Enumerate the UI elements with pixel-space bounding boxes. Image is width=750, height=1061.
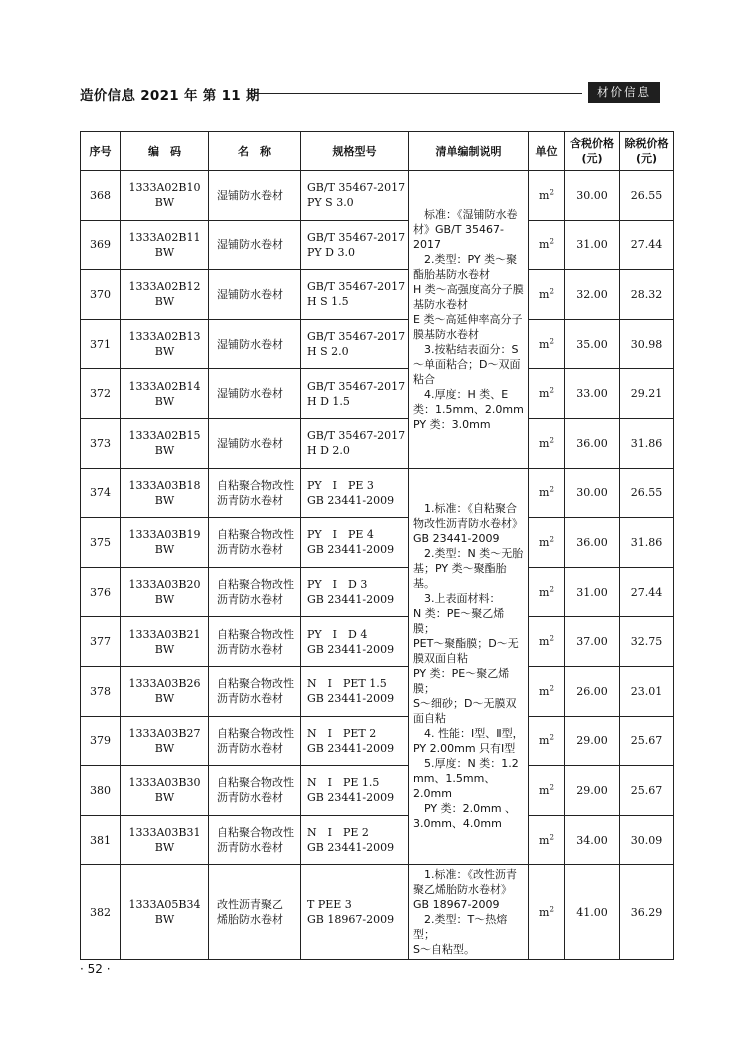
unit-exponent: 2 xyxy=(549,584,554,593)
item-name: 湿铺防水卷材 xyxy=(209,171,301,221)
item-description: 1.标准：《改性沥青聚乙烯胎防水卷材》 GB 18967-2009 2.类型：T～热熔型； S～自粘型。 xyxy=(409,865,529,960)
item-code: 1333A02B13 BW xyxy=(121,319,209,369)
item-name: 湿铺防水卷材 xyxy=(209,270,301,320)
item-name: 自粘聚合物改性 沥青防水卷材 xyxy=(209,716,301,766)
item-unit xyxy=(529,171,565,221)
unit-text: m xyxy=(539,635,550,649)
unit-exponent: 2 xyxy=(549,905,554,914)
row-number: 371 xyxy=(81,319,121,369)
table-row xyxy=(81,319,674,369)
item-unit xyxy=(529,270,565,320)
item-code: 1333A02B10 BW xyxy=(121,171,209,221)
item-code: 1333A02B14 BW xyxy=(121,369,209,419)
table-row xyxy=(81,617,674,667)
item-name: 自粘聚合物改性 沥青防水卷材 xyxy=(209,567,301,617)
price-table xyxy=(80,131,674,960)
row-number: 379 xyxy=(81,716,121,766)
tax-price: 29.00 xyxy=(565,716,620,766)
item-name: 自粘聚合物改性 沥青防水卷材 xyxy=(209,815,301,865)
tax-price: 30.00 xyxy=(565,468,620,518)
item-spec: N I PE 1.5 GB 23441-2009 xyxy=(301,766,409,816)
unit-text: m xyxy=(539,783,550,797)
item-spec: PY I PE 3 GB 23441-2009 xyxy=(301,468,409,518)
item-code: 1333A05B34 BW xyxy=(121,865,209,960)
item-spec: GB/T 35467-2017 H D 1.5 xyxy=(301,369,409,419)
notax-price: 26.55 xyxy=(620,468,674,518)
page-header xyxy=(80,82,660,104)
tax-price: 41.00 xyxy=(565,865,620,960)
row-number: 382 xyxy=(81,865,121,960)
notax-price: 29.21 xyxy=(620,369,674,419)
unit-exponent: 2 xyxy=(549,336,554,345)
unit-text: m xyxy=(539,436,550,450)
unit-text: m xyxy=(539,734,550,748)
item-spec: GB/T 35467-2017 PY S 3.0 xyxy=(301,171,409,221)
unit-text: m xyxy=(539,486,550,500)
notax-price: 31.86 xyxy=(620,518,674,568)
item-name: 自粘聚合物改性 沥青防水卷材 xyxy=(209,518,301,568)
table-row xyxy=(81,815,674,865)
notax-price: 30.09 xyxy=(620,815,674,865)
item-code: 1333A03B26 BW xyxy=(121,666,209,716)
unit-exponent: 2 xyxy=(549,287,554,296)
tax-price: 31.00 xyxy=(565,220,620,270)
table-row xyxy=(81,766,674,816)
item-name: 自粘聚合物改性 沥青防水卷材 xyxy=(209,468,301,518)
table-row xyxy=(81,418,674,468)
item-code: 1333A03B20 BW xyxy=(121,567,209,617)
header-tax-price: 含税价格(元) xyxy=(565,132,620,171)
unit-text: m xyxy=(539,188,550,202)
header-unit: 单位 xyxy=(529,132,565,171)
header-desc: 清单编制说明 xyxy=(409,132,529,171)
row-number: 374 xyxy=(81,468,121,518)
item-unit xyxy=(529,567,565,617)
notax-price: 26.55 xyxy=(620,171,674,221)
notax-price: 30.98 xyxy=(620,319,674,369)
tax-price: 26.00 xyxy=(565,666,620,716)
item-unit xyxy=(529,220,565,270)
tax-price: 32.00 xyxy=(565,270,620,320)
item-code: 1333A03B21 BW xyxy=(121,617,209,667)
item-unit xyxy=(529,865,565,960)
item-spec: N I PET 1.5 GB 23441-2009 xyxy=(301,666,409,716)
item-code: 1333A03B31 BW xyxy=(121,815,209,865)
item-code: 1333A03B18 BW xyxy=(121,468,209,518)
item-unit xyxy=(529,766,565,816)
table-row xyxy=(81,468,674,518)
tax-price: 31.00 xyxy=(565,567,620,617)
item-description: 1.标准：《自粘聚合物改性沥青防水卷材》 GB 23441-2009 2.类型：N 类～无胎基；PY 类～聚酯胎基。 3.上表面材料： N 类：PE～聚乙烯膜； PET～聚酯膜；D～无膜双面自粘 PY 类：PE～聚乙烯膜； S～细砂；D～无膜双面自粘 4. 性能：Ⅰ型、Ⅱ型， PY 2.00mm 只有Ⅰ型 5.厚度：N 类：1.2 mm、1.5mm、2.0mm PY 类：2.0mm 、 3.0mm、4.0mm xyxy=(409,468,529,865)
item-spec: N I PET 2 GB 23441-2009 xyxy=(301,716,409,766)
item-unit xyxy=(529,666,565,716)
notax-price: 27.44 xyxy=(620,567,674,617)
table-row xyxy=(81,716,674,766)
notax-price: 25.67 xyxy=(620,766,674,816)
notax-price: 25.67 xyxy=(620,716,674,766)
item-name: 自粘聚合物改性 沥青防水卷材 xyxy=(209,666,301,716)
unit-exponent: 2 xyxy=(549,832,554,841)
unit-exponent: 2 xyxy=(549,386,554,395)
unit-text: m xyxy=(539,585,550,599)
item-unit xyxy=(529,418,565,468)
item-spec: PY I D 4 GB 23441-2009 xyxy=(301,617,409,667)
table-header-row xyxy=(81,132,674,171)
row-number: 378 xyxy=(81,666,121,716)
item-spec: T PEE 3 GB 18967-2009 xyxy=(301,865,409,960)
header-name: 名 称 xyxy=(209,132,301,171)
table-row xyxy=(81,369,674,419)
tax-price: 33.00 xyxy=(565,369,620,419)
item-name: 自粘聚合物改性 沥青防水卷材 xyxy=(209,617,301,667)
item-spec: N I PE 2 GB 23441-2009 xyxy=(301,815,409,865)
row-number: 369 xyxy=(81,220,121,270)
header-no: 序号 xyxy=(81,132,121,171)
table-row xyxy=(81,518,674,568)
table-row xyxy=(81,666,674,716)
row-number: 380 xyxy=(81,766,121,816)
item-unit xyxy=(529,369,565,419)
tax-price: 29.00 xyxy=(565,766,620,816)
table-row xyxy=(81,171,674,221)
row-number: 372 xyxy=(81,369,121,419)
table-row xyxy=(81,270,674,320)
item-spec: GB/T 35467-2017 H D 2.0 xyxy=(301,418,409,468)
header-notax-price: 除税价格(元) xyxy=(620,132,674,171)
tax-price: 37.00 xyxy=(565,617,620,667)
unit-exponent: 2 xyxy=(549,684,554,693)
item-unit xyxy=(529,468,565,518)
notax-price: 36.29 xyxy=(620,865,674,960)
item-unit xyxy=(529,319,565,369)
table-row xyxy=(81,220,674,270)
page-number: · 52 · xyxy=(80,962,111,976)
unit-text: m xyxy=(539,387,550,401)
unit-text: m xyxy=(539,337,550,351)
header-spec: 规格型号 xyxy=(301,132,409,171)
item-unit xyxy=(529,518,565,568)
row-number: 373 xyxy=(81,418,121,468)
unit-text: m xyxy=(539,535,550,549)
unit-text: m xyxy=(539,238,550,252)
table-row xyxy=(81,567,674,617)
item-name: 湿铺防水卷材 xyxy=(209,319,301,369)
item-code: 1333A03B30 BW xyxy=(121,766,209,816)
unit-exponent: 2 xyxy=(549,733,554,742)
item-unit xyxy=(529,617,565,667)
table-row xyxy=(81,865,674,960)
notax-price: 28.32 xyxy=(620,270,674,320)
item-name: 湿铺防水卷材 xyxy=(209,220,301,270)
header-rule xyxy=(248,93,582,94)
item-spec: PY I D 3 GB 23441-2009 xyxy=(301,567,409,617)
unit-exponent: 2 xyxy=(549,436,554,445)
tax-price: 35.00 xyxy=(565,319,620,369)
item-name: 湿铺防水卷材 xyxy=(209,418,301,468)
item-spec: GB/T 35467-2017 H S 1.5 xyxy=(301,270,409,320)
tax-price: 30.00 xyxy=(565,171,620,221)
item-spec: GB/T 35467-2017 PY D 3.0 xyxy=(301,220,409,270)
header-code: 编 码 xyxy=(121,132,209,171)
item-code: 1333A03B27 BW xyxy=(121,716,209,766)
row-number: 376 xyxy=(81,567,121,617)
row-number: 368 xyxy=(81,171,121,221)
tax-price: 36.00 xyxy=(565,518,620,568)
unit-exponent: 2 xyxy=(549,237,554,246)
item-unit xyxy=(529,716,565,766)
journal-title: 造价信息 2021 年 第 11 期 xyxy=(80,88,260,104)
unit-text: m xyxy=(539,684,550,698)
row-number: 377 xyxy=(81,617,121,667)
item-spec: GB/T 35467-2017 H S 2.0 xyxy=(301,319,409,369)
notax-price: 27.44 xyxy=(620,220,674,270)
unit-exponent: 2 xyxy=(549,535,554,544)
item-name: 改性沥青聚乙 烯胎防水卷材 xyxy=(209,865,301,960)
unit-text: m xyxy=(539,833,550,847)
row-number: 370 xyxy=(81,270,121,320)
item-unit xyxy=(529,815,565,865)
row-number: 381 xyxy=(81,815,121,865)
tax-price: 34.00 xyxy=(565,815,620,865)
unit-exponent: 2 xyxy=(549,485,554,494)
item-name: 湿铺防水卷材 xyxy=(209,369,301,419)
item-code: 1333A02B15 BW xyxy=(121,418,209,468)
unit-exponent: 2 xyxy=(549,188,554,197)
item-code: 1333A03B19 BW xyxy=(121,518,209,568)
notax-price: 31.86 xyxy=(620,418,674,468)
tax-price: 36.00 xyxy=(565,418,620,468)
unit-text: m xyxy=(539,905,550,919)
unit-exponent: 2 xyxy=(549,634,554,643)
unit-text: m xyxy=(539,287,550,301)
item-description: 标准：《湿铺防水卷材》GB/T 35467-2017 2.类型：PY 类～聚酯胎基防水卷材 H 类～高强度高分子膜基防水卷材 E 类～高延伸率高分子膜基防水卷材 3.按粘结表面分：S～单面粘合；D～双面粘合 4.厚度：H 类、E 类：1.5mm、2.0mm PY 类：3.0mm xyxy=(409,171,529,469)
item-code: 1333A02B12 BW xyxy=(121,270,209,320)
row-number: 375 xyxy=(81,518,121,568)
item-name: 自粘聚合物改性 沥青防水卷材 xyxy=(209,766,301,816)
item-spec: PY I PE 4 GB 23441-2009 xyxy=(301,518,409,568)
item-code: 1333A02B11 BW xyxy=(121,220,209,270)
section-badge: 材价信息 xyxy=(588,82,660,103)
unit-exponent: 2 xyxy=(549,783,554,792)
notax-price: 23.01 xyxy=(620,666,674,716)
notax-price: 32.75 xyxy=(620,617,674,667)
